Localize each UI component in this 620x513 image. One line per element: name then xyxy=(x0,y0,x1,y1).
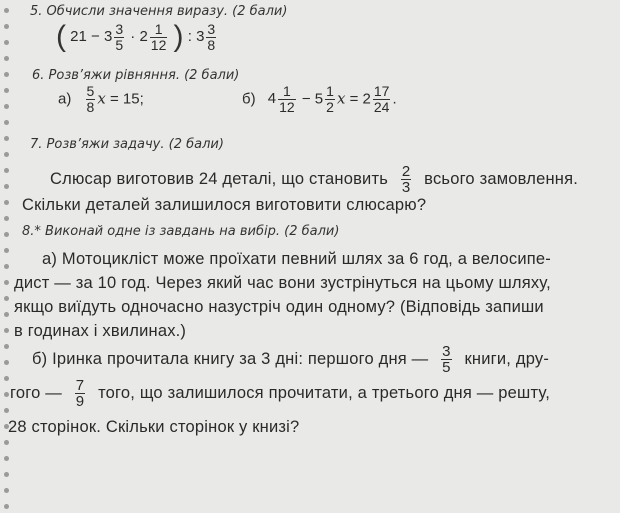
task6-header: 6. Розв’яжи рівняння. (2 бали) xyxy=(32,68,240,83)
task8-a-line4: в годинах і хвилинах.) xyxy=(14,322,187,340)
task8-a-line3: якщо виїдуть одночасно назустріч один одному? (Відповідь запиши xyxy=(14,298,544,316)
task8-b-line2: гого — $\frac{7}{9}$ того, що залишилося прочитати, а третього дня — решту, xyxy=(10,377,550,410)
task8-a-line2: дист — за 10 год. Через який час вони зустрінуться на цьому шляху, xyxy=(14,274,551,292)
task7-header: 7. Розв’яжи задачу. (2 бали) xyxy=(30,137,224,152)
task8-b-line1: б) Іринка прочитала книгу за 3 дні: першого дня — $\frac{3}{5}$ книги, дру- xyxy=(32,343,550,376)
task6-equation-b: б) 4 $\frac{1}{12}$ − 5 $\frac{1}{2}$ x = 2 $\frac{17}{24}$ . xyxy=(242,83,397,115)
task7-text-line2: Скільки деталей залишилося виготовити слюсарю? xyxy=(22,196,427,214)
task5-header: 5. Обчисли значення виразу. (2 бали) xyxy=(30,4,288,19)
task8-b-line3: 28 сторінок. Скільки сторінок у книзі? xyxy=(8,418,300,436)
task7-text-line1: Слюсар виготовив 24 деталі, що становить $\frac{2}{3}$ всього замовлення. xyxy=(50,163,578,196)
task6-equation-a: а) $\frac{5}{8}$ x = 15; xyxy=(58,83,144,115)
task5-expression: ( 21 − 3 $\frac{3}{5}$ · 2 $\frac{1}{12}$ ) : 3 $\frac{3}{8}$ xyxy=(56,20,216,53)
task8-header: 8.* Виконай одне із завдань на вибір. (2 бали) xyxy=(22,224,340,239)
task8-a-line1: а) Мотоцикліст може проїхати певний шлях за 6 год, а велосипе- xyxy=(42,250,551,268)
